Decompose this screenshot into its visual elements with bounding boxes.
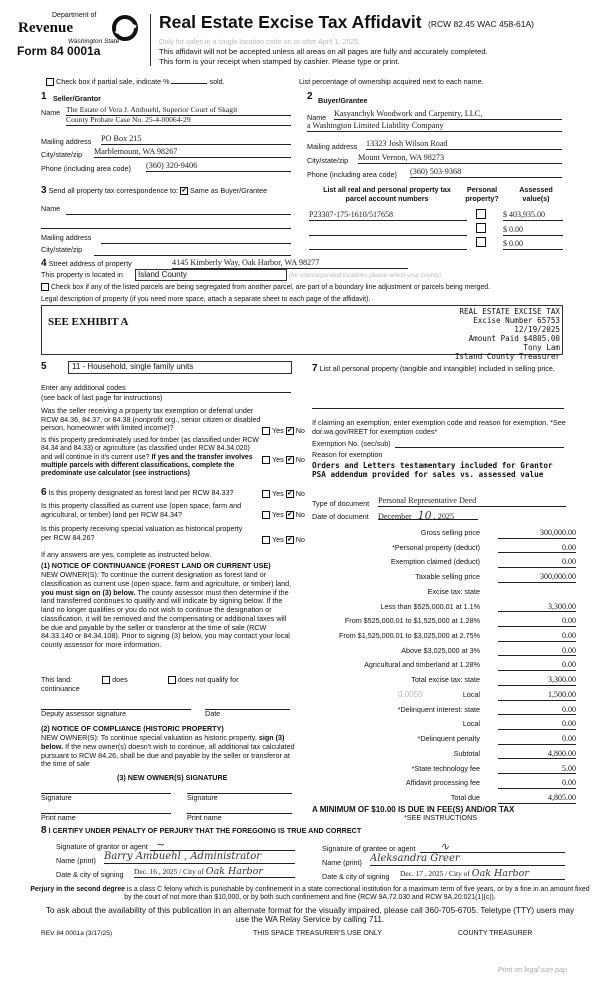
partial-sale-checkbox[interactable] (46, 78, 54, 86)
s6-q2-yes-checkbox[interactable] (262, 511, 270, 519)
county-hint: (for unincorporated locations please select your county) (289, 272, 442, 279)
correspondence-number: 3 (41, 185, 47, 196)
tax-row-value[interactable]: 0.00 (498, 631, 576, 642)
tax-row-value[interactable]: 0.00 (498, 778, 576, 789)
street-field[interactable]: 4145 Kimberly Way, Oak Harbor, WA 98277 (172, 258, 408, 269)
seller-heading: Seller/Grantor (53, 94, 101, 103)
form-title: Real Estate Excise Tax Affidavit (159, 12, 422, 32)
buyer-name-field-1[interactable]: Kasyanchyk Woodwork and Carpentry, LLC, (334, 109, 562, 120)
doc-date-label: Date of document (312, 512, 369, 521)
tax-row-label: Agricultural and timberland at 1.28% (364, 660, 480, 670)
exemption-label: If claiming an exemption, enter exemption code and reason for exemption. *See dor.wa.gov/REET for exemption codes* (312, 418, 566, 436)
personal-property-checkbox[interactable] (476, 209, 486, 219)
tax-row-value[interactable]: 0.00 (498, 557, 576, 568)
tax-row-label: Above $3,025,000 at 3% (401, 645, 480, 655)
print-name-label-2: Print name (187, 813, 222, 822)
tax-row-label: Exemption claimed (deduct) (390, 557, 480, 567)
correspondence-label: Send all property tax correspondence to: (48, 186, 179, 195)
assessed-value-field[interactable]: $ 0.00 (503, 239, 563, 250)
s6-q2: Is this property classified as current use (open space, farm and agricultural, or timber) land per RCW 84.34? (41, 501, 242, 519)
header-divider (150, 14, 151, 66)
exemption-no-label: Exemption No. (sec/sub) (312, 439, 391, 448)
county-select-value: Island County (138, 270, 187, 279)
tax-row-label: Total due (450, 792, 480, 802)
tax-row-label: From $1,525,000.01 to $3,025,000 at 2.75% (338, 631, 480, 641)
availability-notice: To ask about the availability of this publication in an alternate format for the visually impaired, please call 360-705-6705. Teletype (TTY) users may use the WA Relay Service by calling 711. (45, 906, 575, 925)
tax-row-value[interactable]: 4,805.00 (498, 793, 576, 804)
stamp-line-3: 12/19/2025 (514, 324, 560, 334)
tax-row (310, 793, 590, 804)
does-not-checkbox[interactable] (168, 676, 176, 684)
s5-q2-answer: Yes ✔ No (262, 456, 305, 465)
see-back-label: (see back of last page for instructions) (41, 393, 163, 402)
s5-q2: Is this property predominately used for timber (as classified under RCW 84.34 and 84.33) or agriculture (as classified under RCW 84.34.020) and will continue in it's current use? If yes and the transfer involves multiple parcels with different classifications, complete the predominate use calculator (see instructions) (41, 437, 259, 478)
corr-name-field[interactable] (66, 212, 291, 215)
tax-row-label: Excise tax: state (427, 586, 480, 596)
rev-number: REV 84 0001a (3/17/25) (41, 930, 113, 937)
legal-label: Legal description of property (if you need more space, attach a separate sheet to each page of the affidavit). (41, 296, 371, 303)
continuance-label: continuance (41, 684, 80, 693)
parcel-number-field[interactable]: P23307-175-1610/517658 (309, 210, 467, 221)
buyer-phone-field[interactable]: (360) 503-9368 (410, 167, 562, 178)
located-label: This property is located in (41, 270, 123, 279)
county-treasurer: COUNTY TREASURER (458, 930, 533, 937)
doc-type-field[interactable]: Personal Representative Deed (378, 496, 566, 507)
s6-if-yes: If any answers are yes, complete as instructed below. (41, 550, 212, 559)
county-select[interactable] (135, 269, 287, 281)
tax-row-label: Less than $525,000.01 at 1.1% (380, 601, 480, 611)
buyer-city-field[interactable]: Mount Vernon, WA 98273 (358, 153, 562, 164)
tax-row-value[interactable]: 300,000.00 (498, 572, 576, 583)
s5-q1-answer: Yes ✔ No (262, 427, 305, 436)
seller-city-label: City/state/zip (41, 150, 83, 159)
tax-row (310, 572, 590, 583)
grantor-name-label: Name (print) (56, 856, 96, 865)
assessed-header: Assessed value(s) (519, 185, 553, 203)
grantee-name-field[interactable]: Aleksandra Greer (370, 853, 565, 866)
buyer-mailing-label: Mailing address (307, 142, 358, 151)
treasurer-stamp (455, 308, 560, 362)
section5-number: 5 (41, 361, 47, 372)
personal-property-list-field[interactable] (312, 406, 564, 409)
s5-q1-no-checkbox[interactable]: ✔ (287, 428, 293, 435)
print-name-label-1: Print name (41, 813, 76, 822)
tax-row (310, 557, 590, 568)
personal-property-checkbox[interactable] (476, 223, 486, 233)
corr-city-field[interactable] (94, 253, 291, 256)
seller-mailing-field[interactable]: PO Box 215 (101, 134, 291, 145)
tax-row (310, 587, 590, 598)
tax-row-label: Local (462, 689, 480, 699)
seller-name-label: Name (41, 108, 61, 117)
tax-row (310, 646, 590, 657)
doc-type-label: Type of document (312, 499, 370, 508)
s6-q1-row: 6 Is this property designated as forest land per RCW 84.33? (41, 487, 234, 498)
segregated-label: Check box if any of the listed parcels are being segregated from another parcel, are part of a boundary line adjustment or parcels being merged. (51, 283, 490, 291)
legal-description-box[interactable] (41, 305, 563, 361)
same-as-buyer-label: Same as Buyer/Grantee (190, 186, 268, 195)
tax-row-label: Total excise tax: state (411, 675, 480, 685)
use-code-value: 11 - Household, single family units (72, 362, 194, 371)
tax-row-label: *Personal property (deduct) (392, 542, 480, 552)
signature-label-2: Signature (187, 793, 218, 802)
local-rate: 0.0050 (398, 690, 423, 699)
buyer-name-label: Name (307, 113, 327, 122)
tax-row (310, 705, 590, 716)
s5-q1: Was the seller receiving a property tax exemption or deferral under RCW 84.36, 84.37, or 84.38 (nonprofit org., senior citizen or disabled person, homeowner with limited income)? (41, 406, 261, 433)
deputy-date-label: Date (205, 709, 221, 718)
seller-number: 1 (41, 91, 47, 102)
compliance-text: NEW OWNER(S): To continue special valuation as historic property, sign (3) below. If the new owner(s) doesn't wish to continue, all additional tax calculated pursuant to RCW 84.26, shall be due and payable by the seller or transferor at the time of sale (41, 733, 295, 769)
notice-2: This form is your receipt when stamped by cashier. Please type or print. (159, 57, 400, 66)
assessed-value-field[interactable]: $ 0.00 (503, 225, 563, 236)
partial-sale-label: Check box if partial sale, indicate % (56, 77, 170, 86)
continuance-text: NEW OWNER(S): To continue the current designation as forest land or classification as current use (open space, farm and agriculture, or timber) land, you must sign on (3) below. The county assessor must then determine if the land transferred continues to qualify and will indicate by signing below. If the land no longer qualifies or you do not wish to continue the designation or classification, it will be removed and the compensating or additional taxes will be due and payable by the seller or transferor at the time of sale (RCW 84.33.140 or 84.34.108). Prior to signing (3) below, you may contact your local county assessor for more information. (41, 570, 292, 650)
does-checkbox[interactable] (102, 676, 110, 684)
revenue-swirl-icon (110, 15, 140, 41)
tax-row (310, 631, 590, 642)
additional-codes-label: Enter any additional codes (41, 383, 126, 392)
s5-q2-no-checkbox[interactable]: ✔ (287, 457, 293, 464)
grantee-signature: ∿ (440, 840, 450, 853)
tax-row-label: Local (462, 719, 480, 729)
land-qualify-row: This land: does does not qualify for (41, 675, 239, 684)
tax-row-label: *Delinquent interest: state (397, 704, 480, 714)
tax-row-value[interactable]: 3,300.00 (498, 602, 576, 613)
grantee-date-label: Date & city of signing (322, 872, 390, 881)
minimum-notice: A MINIMUM OF $10.00 IS DUE IN FEE(S) AND/OR TAX (312, 805, 515, 814)
legal-size-note: Print on legal size pap (498, 967, 567, 974)
dor-logo (16, 12, 144, 45)
reason-label: Reason for exemption (312, 450, 383, 459)
tax-row-value[interactable]: 0.00 (498, 660, 576, 671)
dept-line1: Department of (52, 12, 97, 19)
seller-city-field[interactable]: Marblemount, WA 98267 (94, 147, 291, 158)
form-number: Form 84 0001a (17, 44, 101, 58)
s6-q1-yes-checkbox[interactable] (262, 490, 270, 498)
tax-row-value[interactable]: 5.00 (498, 764, 576, 775)
partial-sale-sold: sold. (209, 77, 225, 86)
buyer-heading: Buyer/Grantee (318, 96, 368, 105)
s6-q3-answer: Yes ✔ No (262, 536, 305, 545)
notice-1: This affidavit will not be accepted unless all areas on all pages are fully and accurately completed. (159, 47, 488, 56)
tax-row-label: Gross selling price (420, 528, 480, 537)
tax-row (310, 764, 590, 775)
parcel-header: List all real and personal property tax parcel account numbers (323, 185, 451, 203)
tax-row (310, 719, 590, 730)
signature-label-1: Signature (41, 793, 72, 802)
s6-q3: Is this property receiving special valuation as historical property per RCW 84.26? (41, 524, 243, 542)
parcel-number-field[interactable] (309, 239, 467, 250)
tax-row-label: *Delinquent penalty (417, 734, 480, 744)
tax-row (310, 616, 590, 627)
stamp-line-2: Excise Number 65753 (473, 315, 560, 325)
new-owner-heading: (3) NEW OWNER(S) SIGNATURE (117, 773, 228, 782)
tax-row (310, 528, 590, 539)
grantor-sig-label: Signature of grantor or agent (56, 842, 148, 851)
street-row (41, 258, 132, 270)
see-instructions: *SEE INSTRUCTIONS (404, 813, 478, 822)
dept-state: Washington State (68, 38, 120, 45)
tax-row-value[interactable]: 0.00 (498, 719, 576, 730)
certify-row: 8 I CERTIFY UNDER PENALTY OF PERJURY THAT THE FOREGOING IS TRUE AND CORRECT (41, 825, 362, 836)
tax-row-value[interactable]: 0.00 (498, 543, 576, 554)
s6-q3-no-checkbox[interactable]: ✔ (287, 537, 293, 544)
s5-q1-yes-checkbox[interactable] (262, 427, 270, 435)
buyer-phone-label: Phone (including area code) (307, 170, 397, 179)
compliance-heading: (2) NOTICE OF COMPLIANCE (HISTORIC PROPERTY) (41, 724, 224, 733)
legal-description: SEE EXHIBIT A (48, 316, 129, 328)
s6-q2-answer: Yes ✔ No (262, 511, 305, 520)
grantee-signature-field[interactable] (420, 840, 565, 853)
segregated-row (41, 283, 600, 292)
tax-row-value[interactable]: 0.00 (498, 646, 576, 657)
same-as-buyer-checkbox[interactable]: ✔ (181, 188, 187, 195)
tax-row-label: Affidavit processing fee (405, 778, 480, 788)
s6-q3-yes-checkbox[interactable] (262, 536, 270, 544)
s6-q2-no-checkbox[interactable]: ✔ (287, 512, 293, 519)
tax-row-label: Subtotal (453, 748, 480, 758)
buyer-city-label: City/state/zip (307, 156, 349, 165)
partial-sale-row (46, 78, 225, 87)
seller-name-field-2[interactable]: County Probate Case No. 25-4-00064-29 (66, 115, 291, 126)
grantor-signature: ∼ (156, 838, 166, 851)
form-citation: (RCW 82.45 WAC 458-61A) (428, 19, 534, 29)
partial-sale-percent-field[interactable] (171, 83, 207, 84)
grantee-sig-label: Signature of grantee or agent (322, 844, 416, 853)
tax-row (310, 734, 590, 745)
continuance-heading: (1) NOTICE OF CONTINUANCE (FOREST LAND OR CURRENT USE) (41, 561, 271, 570)
grantee-date-field[interactable]: Dec. 17 , 2025 / City of Oak Harbor (400, 868, 565, 880)
perjury-notice: Perjury in the second degree is a class C felony which is punishable by confinement in a state correctional institution for a maximum term of five years, or by a fine in an amount fixed by the court of not more than $10,000, or by both such confinement and fine (RCW 9A.72.030 and RCW 9A.20.021(1)(c)). (30, 886, 590, 902)
seller-name-field-1[interactable]: The Estate of Vera J. Ambuehl, Superior Court of Skagit (66, 105, 291, 116)
grantor-date-field[interactable]: Dec. 16 , 2025 / City of Oak Harbor (134, 866, 295, 878)
street-label: Street address of property (48, 259, 132, 268)
buyer-mailing-field[interactable]: 13323 Josh Wilson Road (366, 139, 562, 150)
segregated-checkbox[interactable] (41, 283, 49, 291)
grantor-signature-field[interactable] (150, 838, 295, 851)
s6-q1-answer: Yes ✔ No (262, 490, 305, 499)
tax-row-label: *State technology fee (411, 763, 480, 773)
tax-row (310, 675, 590, 686)
notice-faint: Only for sales in a single location code on or after April 1, 2025. (159, 37, 361, 46)
property-number: 4 (41, 258, 47, 269)
seller-mailing-label: Mailing address (41, 137, 92, 146)
section7-row: 7 List all personal property (tangible and intangible) included in selling price. (312, 363, 555, 374)
dept-brand: Revenue (18, 20, 73, 36)
grantor-name-field[interactable]: Barry Ambuehl , Administrator (104, 851, 295, 864)
buyer-name-field-2[interactable]: a Washington Limited Liability Company (307, 121, 562, 132)
stamp-line-5: Tony Lam (523, 342, 560, 352)
tax-row (310, 660, 590, 671)
tax-row-label: From $525,000.01 to $1,525,000 at 1.28% (344, 616, 480, 626)
exemption-reason[interactable]: Orders and Letters testamentary included for Grantor PSA addendum provided for sales vs. assessed value (312, 461, 553, 480)
personal-property-checkbox[interactable] (476, 237, 486, 247)
corr-mailing-label: Mailing address (41, 233, 92, 242)
additional-codes-field[interactable] (106, 384, 291, 393)
exemption-no-field[interactable] (395, 440, 564, 448)
ownership-label: List percentage of ownership acquired next to each name. (299, 77, 484, 86)
tax-row (310, 749, 590, 760)
s6-q1-no-checkbox[interactable]: ✔ (287, 491, 293, 498)
s5-q2-yes-checkbox[interactable] (262, 456, 270, 464)
buyer-number: 2 (307, 91, 313, 102)
tax-row-value[interactable]: 0.00 (498, 734, 576, 745)
deputy-label: Deputy assessor signature (41, 709, 127, 718)
assessed-value-field[interactable]: $ 403,935.00 (503, 210, 563, 221)
seller-phone-label: Phone (including area code) (41, 164, 131, 173)
stamp-line-1: REAL ESTATE EXCISE TAX (459, 307, 560, 316)
grantee-name-label: Name (print) (322, 858, 362, 867)
tax-row (310, 778, 590, 789)
personal-header: Personal property? (465, 185, 499, 203)
tax-row-value[interactable]: 0.00 (498, 705, 576, 716)
stamp-line-6: Island County Treasurer (454, 351, 560, 361)
tax-row (310, 690, 590, 701)
tax-row-value[interactable]: 0.00 (498, 616, 576, 627)
grantor-date-label: Date & city of signing (56, 870, 124, 879)
use-code-select[interactable] (68, 361, 292, 374)
correspondence-row (41, 185, 267, 197)
tax-row-label: Taxable selling price (415, 572, 480, 582)
tax-row-value[interactable]: 4,800.00 (498, 749, 576, 760)
tax-row-value[interactable]: 1,500.00 (498, 690, 576, 701)
corr-name-label: Name (41, 204, 61, 213)
tax-row-value[interactable]: 3,300.00 (498, 675, 576, 686)
doc-date-field[interactable]: December 10 , 2025 (378, 509, 478, 520)
stamp-line-4: Amount Paid $4805.00 (468, 333, 560, 343)
parcel-number-field[interactable] (309, 225, 467, 236)
tax-row (310, 602, 590, 613)
treasurer-use: THIS SPACE TREASURER'S USE ONLY (253, 930, 382, 937)
corr-mailing-field[interactable] (101, 241, 291, 244)
tax-row (310, 543, 590, 554)
corr-name-field-2[interactable] (41, 226, 291, 229)
tax-row-value[interactable]: 300,000.00 (498, 528, 576, 539)
corr-city-label: City/state/zip (41, 245, 83, 254)
seller-phone-field[interactable]: (360) 320-9406 (146, 161, 291, 172)
